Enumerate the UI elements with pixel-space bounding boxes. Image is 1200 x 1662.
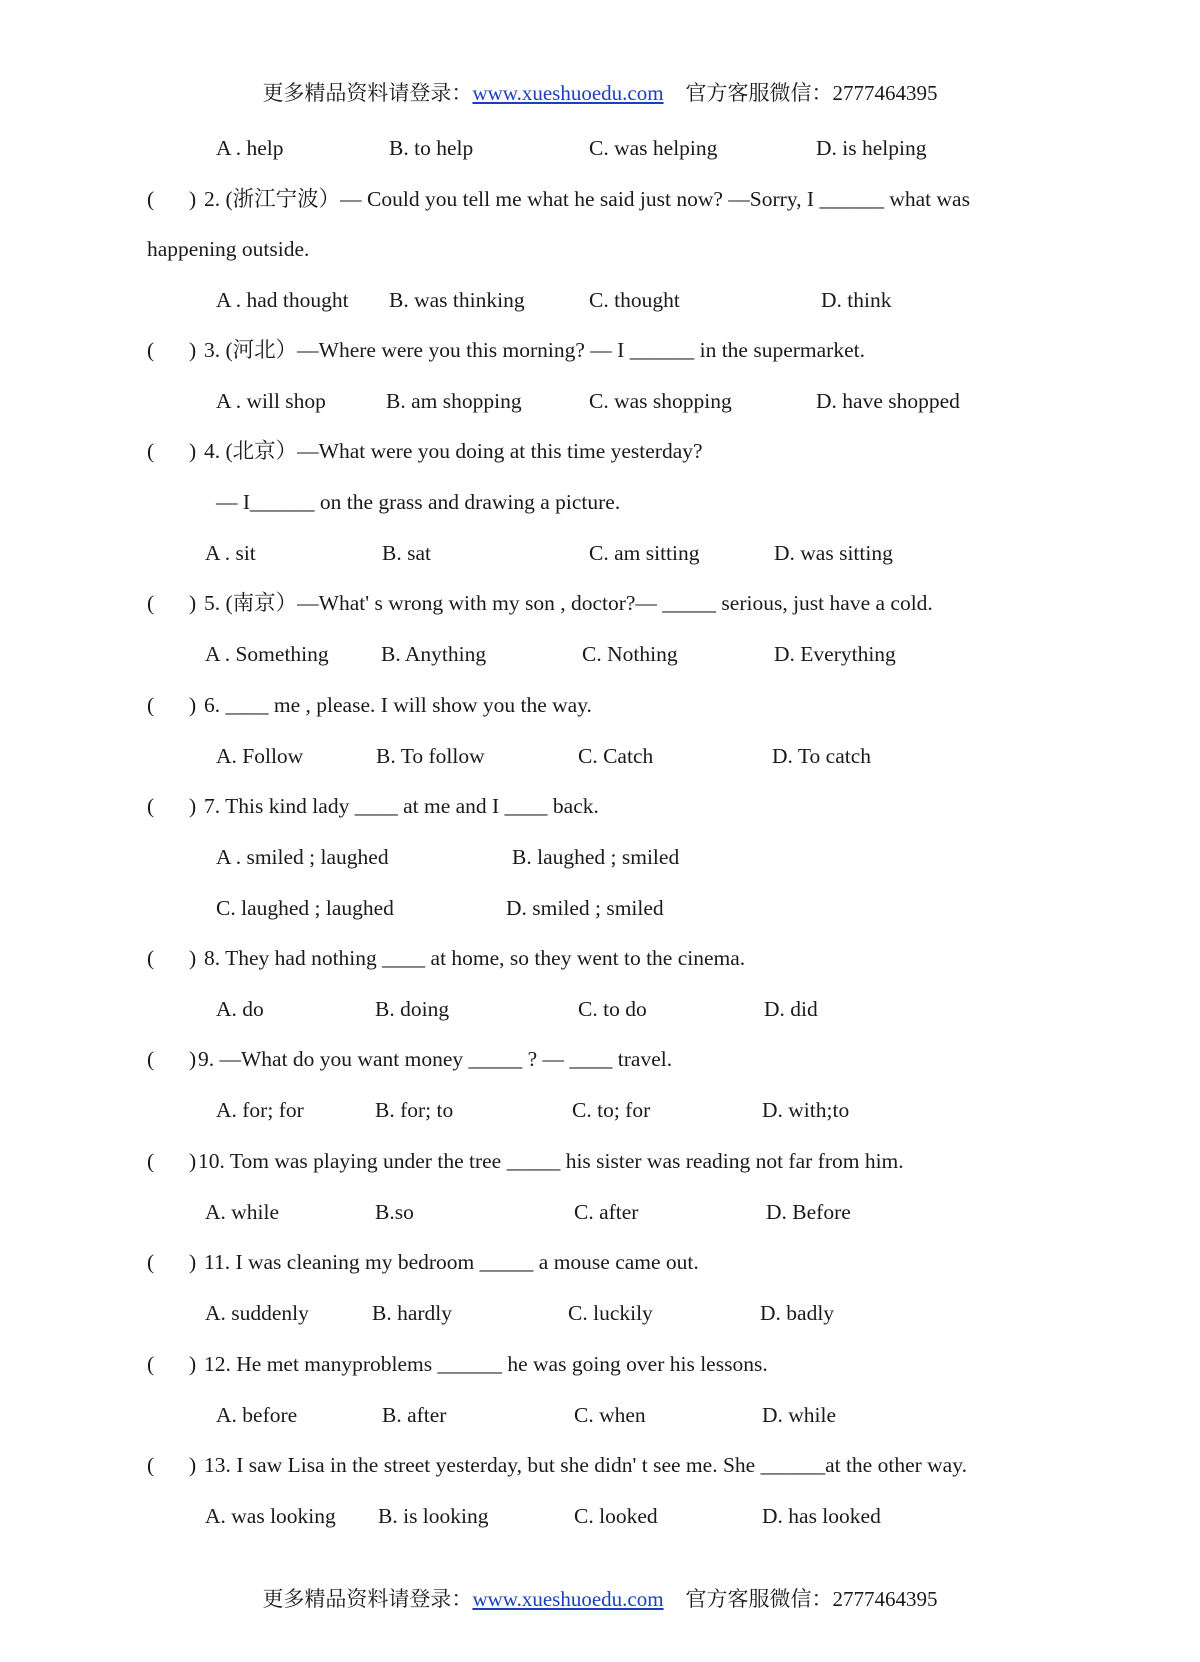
q4-option-a: A . sit	[205, 541, 256, 565]
q8-option-d: D. did	[764, 997, 818, 1021]
q11-option-c: C. luckily	[568, 1301, 653, 1325]
q11-stem: 11. I was cleaning my bedroom _____ a mouse came out.	[204, 1250, 699, 1274]
q7-option-c: C. laughed ; laughed	[216, 896, 394, 920]
q12-option-c: C. when	[574, 1403, 646, 1427]
q4-paren-open: (	[147, 439, 155, 463]
q9-option-c: C. to; for	[572, 1098, 651, 1122]
q13-paren-open: (	[147, 1453, 155, 1477]
q2-paren-open: (	[147, 187, 155, 211]
header-prefix: 更多精品资料请登录：	[262, 81, 473, 105]
q12-option-d: D. while	[762, 1403, 837, 1427]
q10-stem: 10. Tom was playing under the tree _____ his sister was reading not far from him.	[198, 1149, 904, 1173]
q7-option-a: A . smiled ; laughed	[216, 845, 389, 869]
q7-stem: 7. This kind lady ____ at me and I ____ back.	[204, 794, 599, 818]
q3-paren-open: (	[147, 338, 155, 362]
q7-option-d: D. smiled ; smiled	[506, 896, 664, 920]
q13-option-c: C. looked	[574, 1504, 658, 1528]
q7-paren-open: (	[147, 794, 155, 818]
q1-option-c: C. was helping	[589, 136, 718, 160]
q11-option-b: B. hardly	[372, 1301, 453, 1325]
q5-option-b: B. Anything	[381, 642, 487, 666]
footer-service: 官方客服微信：2777464395	[685, 1587, 938, 1611]
q13-stem: 13. I saw Lisa in the street yesterday, but she didn' t see me. She ______at the other way.	[204, 1453, 967, 1477]
q12-paren-close: )	[189, 1352, 197, 1376]
q2-option-c: C. thought	[589, 288, 680, 312]
q6-option-c: C. Catch	[578, 744, 654, 768]
q8-option-b: B. doing	[375, 997, 450, 1021]
q12-stem: 12. He met manyproblems ______ he was going over his lessons.	[204, 1352, 768, 1376]
q9-option-b: B. for; to	[375, 1098, 454, 1122]
q10-option-c: C. after	[574, 1200, 639, 1224]
footer-prefix: 更多精品资料请登录：	[262, 1587, 473, 1611]
page-footer	[0, 1586, 1200, 1612]
q10-paren-open: (	[147, 1149, 155, 1173]
q4-option-d: D. was sitting	[774, 541, 893, 565]
header-service: 官方客服微信：2777464395	[685, 81, 938, 105]
q10-option-a: A. while	[205, 1200, 280, 1224]
q11-paren-close: )	[189, 1250, 197, 1274]
q9-paren-open: (	[147, 1047, 155, 1071]
q6-option-b: B. To follow	[376, 744, 485, 768]
q6-stem: 6. ____ me , please. I will show you the way.	[204, 693, 592, 717]
q8-paren-open: (	[147, 946, 155, 970]
q3-option-d: D. have shopped	[816, 389, 960, 413]
q9-stem: 9. —What do you want money _____ ? — ____ travel.	[198, 1047, 673, 1071]
q7-paren-close: )	[189, 794, 197, 818]
q6-option-a: A. Follow	[216, 744, 304, 768]
q3-stem: 3. (河北）—Where were you this morning? — I ______ in the supermarket.	[204, 338, 865, 362]
q3-option-c: C. was shopping	[589, 389, 732, 413]
q3-option-b: B. am shopping	[386, 389, 522, 413]
q6-paren-open: (	[147, 693, 155, 717]
q11-option-a: A. suddenly	[205, 1301, 309, 1325]
q3-paren-close: )	[189, 338, 197, 362]
q1-option-a: A . help	[216, 136, 284, 160]
q4-paren-close: )	[189, 439, 197, 463]
q13-option-a: A. was looking	[205, 1504, 336, 1528]
q10-option-d: D. Before	[766, 1200, 851, 1224]
q5-paren-close: )	[189, 591, 197, 615]
q12-option-b: B. after	[382, 1403, 447, 1427]
q8-paren-close: )	[189, 946, 197, 970]
q2-option-b: B. was thinking	[389, 288, 525, 312]
q12-paren-open: (	[147, 1352, 155, 1376]
q4-stem-line2: — I______ on the grass and drawing a picture.	[216, 490, 621, 514]
q5-stem: 5. (南京）—What' s wrong with my son , doctor?— _____ serious, just have a cold.	[204, 591, 933, 615]
q11-option-d: D. badly	[760, 1301, 835, 1325]
q1-option-b: B. to help	[389, 136, 474, 160]
footer-link[interactable]: www.xueshuoedu.com	[472, 1587, 664, 1611]
q2-paren-close: )	[189, 187, 197, 211]
q8-stem: 8. They had nothing ____ at home, so they went to the cinema.	[204, 946, 746, 970]
q5-option-a: A . Something	[205, 642, 329, 666]
q5-option-c: C. Nothing	[582, 642, 678, 666]
q4-stem-line1: 4. (北京）—What were you doing at this time yesterday?	[204, 439, 703, 463]
q2-stem-line1: 2. (浙江宁波）— Could you tell me what he said just now? —Sorry, I ______ what was	[204, 187, 970, 211]
q9-option-d: D. with;to	[762, 1098, 850, 1122]
q2-option-a: A . had thought	[216, 288, 349, 312]
q13-option-b: B. is looking	[378, 1504, 489, 1528]
header-link[interactable]: www.xueshuoedu.com	[472, 81, 664, 105]
q8-option-c: C. to do	[578, 997, 647, 1021]
q3-option-a: A . will shop	[216, 389, 326, 413]
q10-paren-close: )	[189, 1149, 197, 1173]
q10-option-b: B.so	[375, 1200, 414, 1224]
q11-paren-open: (	[147, 1250, 155, 1274]
q5-paren-open: (	[147, 591, 155, 615]
q13-paren-close: )	[189, 1453, 197, 1477]
q13-option-d: D. has looked	[762, 1504, 881, 1528]
q4-option-c: C. am sitting	[589, 541, 700, 565]
q1-option-d: D. is helping	[816, 136, 927, 160]
q6-paren-close: )	[189, 693, 197, 717]
q6-option-d: D. To catch	[772, 744, 871, 768]
page-header	[0, 80, 1200, 106]
q5-option-d: D. Everything	[774, 642, 896, 666]
q7-option-b: B. laughed ; smiled	[512, 845, 680, 869]
q12-option-a: A. before	[216, 1403, 298, 1427]
q2-option-d: D. think	[821, 288, 892, 312]
q9-option-a: A. for; for	[216, 1098, 304, 1122]
q4-option-b: B. sat	[382, 541, 431, 565]
q2-stem-line2: happening outside.	[147, 237, 310, 261]
q9-paren-close: )	[189, 1047, 197, 1071]
q8-option-a: A. do	[216, 997, 264, 1021]
